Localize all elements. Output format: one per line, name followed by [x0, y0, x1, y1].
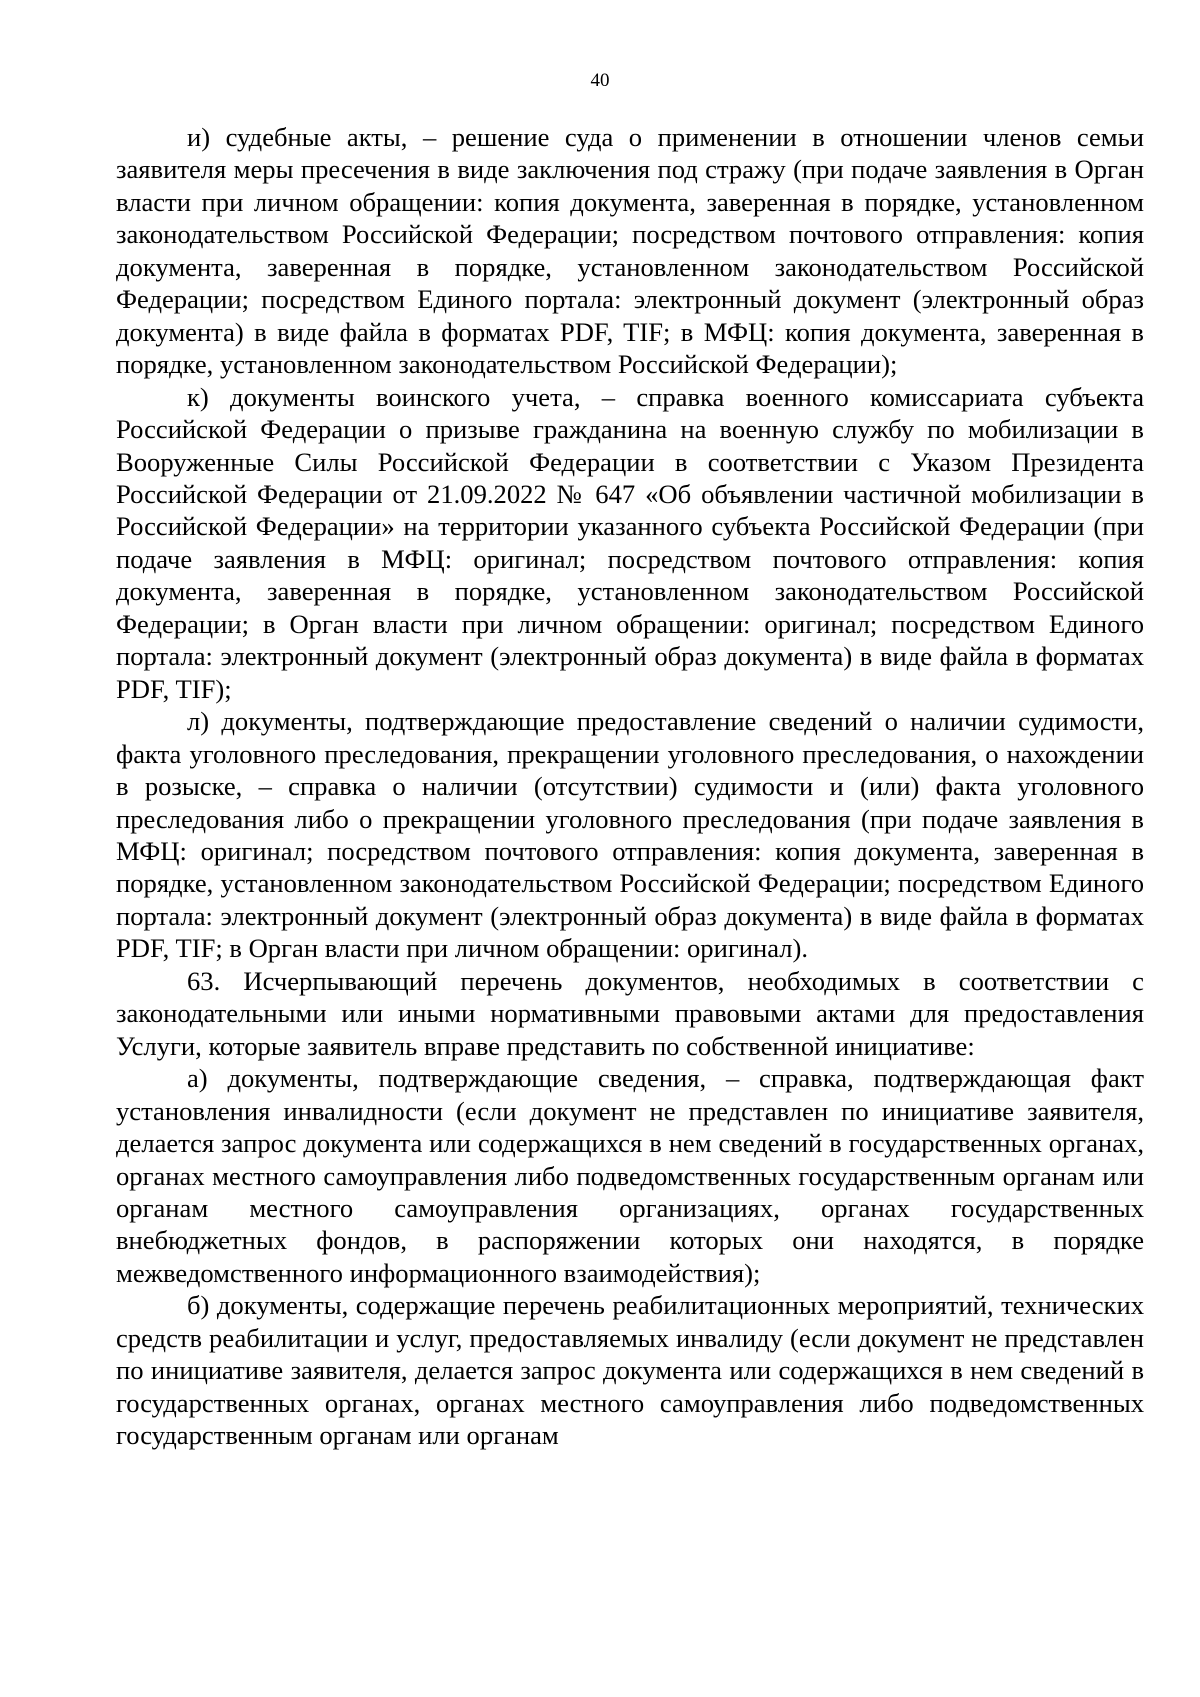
- paragraph-i-court-acts: и) судебные акты, – решение суда о применении в отношении членов семьи заявителя меры пресечения в виде заключения под стражу (при подаче заявления в Орган власти при личном обращении: копия документа, заверенная в порядке, установленном законодательством Российской Федерации; посредством почтового отправления: копия документа, заверенная в порядке, установленном законодательством Российской Федерации; посредством Единого портала: электронный документ (электронный образ документа) в виде файла в форматах PDF, TIF; в МФЦ: копия документа, заверенная в порядке, установленном законодательством Российской Федерации);: [116, 122, 1144, 380]
- paragraph-a-disability-certificate: а) документы, подтверждающие сведения, – справка, подтверждающая факт установления инвалидности (если документ не представлен по инициативе заявителя, делается запрос документа или содержащихся в нем сведений в государственных органах, органах местного самоуправления либо подведомственных государственным органам или органам местного самоуправления организациях, органах государственных внебюджетных фондов, в распоряжении которых они находятся, в порядке межведомственного информационного взаимодействия);: [116, 1063, 1144, 1288]
- paragraph-63-document-list: 63. Исчерпывающий перечень документов, необходимых в соответствии с законодательными или иными нормативными правовыми актами для предоставления Услуги, которые заявитель вправе представить по собственной инициативе:: [116, 965, 1144, 1061]
- paragraph-k-military-registration: к) документы воинского учета, – справка военного комиссариата субъекта Российской Федерации о призыве гражданина на военную службу по мобилизации в Вооруженные Силы Российской Федерации в соответствии с Указом Президента Российской Федерации от 21.09.2022 № 647 «Об объявлении частичной мобилизации в Российской Федерации» на территории указанного субъекта Российской Федерации (при подаче заявления в МФЦ: оригинал; посредством почтового отправления: копия документа, заверенная в порядке, установленном законодательством Российской Федерации; в Орган власти при личном обращении: оригинал; посредством Единого портала: электронный документ (электронный образ документа) в виде файла в форматах PDF, TIF);: [116, 381, 1144, 704]
- paragraph-l-criminal-record: л) документы, подтверждающие предоставление сведений о наличии судимости, факта уголовного преследования, прекращении уголовного преследования, о нахождении в розыске, – справка о наличии (отсутствии) судимости и (или) факта уголовного преследования либо о прекращении уголовного преследования (при подаче заявления в МФЦ: оригинал; посредством почтового отправления: копия документа, заверенная в порядке, установленном законодательством Российской Федерации; посредством Единого портала: электронный документ (электронный образ документа) в виде файла в форматах PDF, TIF; в Орган власти при личном обращении: оригинал).: [116, 706, 1144, 964]
- document-body: [116, 121, 1144, 1452]
- page-number: 40: [590, 70, 610, 91]
- paragraph-b-rehabilitation-documents: б) документы, содержащие перечень реабилитационных мероприятий, технических средств реабилитации и услуг, предоставляемых инвалиду (если документ не представлен по инициативе заявителя, делается запрос документа или содержащихся в нем сведений в государственных органах, органах местного самоуправления либо подведомственных государственным органам или органам: [116, 1290, 1144, 1451]
